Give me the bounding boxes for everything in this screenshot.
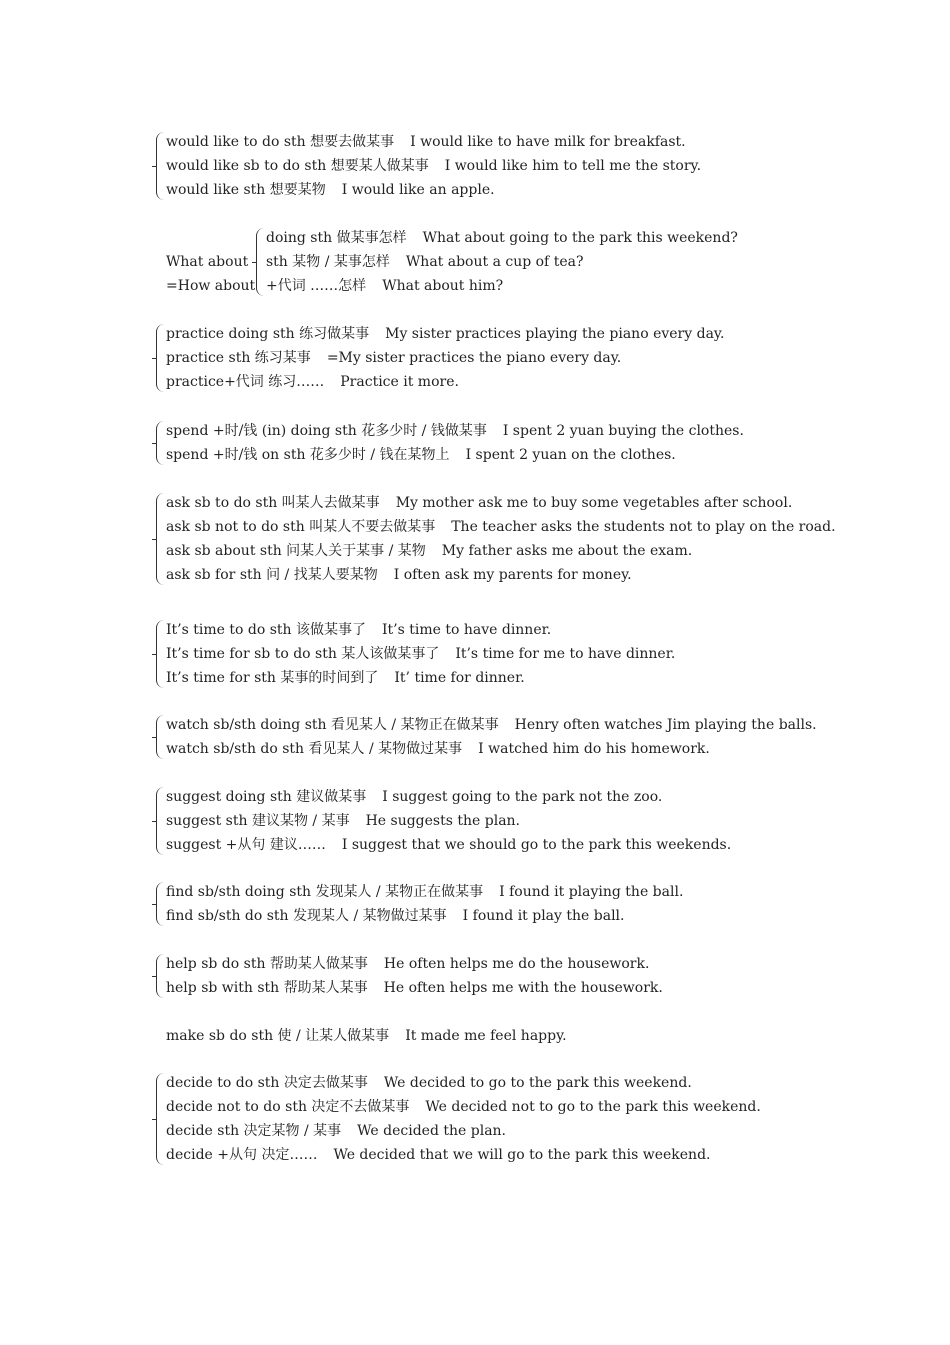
phrase-line (166, 130, 701, 154)
phrase-text: ask sb for sth 问 / 找某人要某物 (166, 567, 378, 583)
phrase-text: spend +时/钱 (in) doing sth 花多少时 / 钱做某事 (166, 423, 487, 439)
phrase-group (160, 1071, 761, 1167)
phrase-text: help sb with sth 帮助某人某事 (166, 980, 368, 996)
example-sentence: We decided that we will go to the park this weekend. (333, 1147, 711, 1163)
curly-brace (156, 620, 165, 688)
phrase-text: decide not to do sth 决定不去做某事 (166, 1099, 410, 1115)
phrase-text: spend +时/钱 on sth 花多少时 / 钱在某物上 (166, 447, 450, 463)
phrase-line (266, 226, 738, 250)
phrase-line (166, 833, 731, 857)
phrase-text: +代词 ……怎样 (266, 278, 367, 294)
phrase-text: sth 某物 / 某事怎样 (266, 254, 390, 270)
example-sentence: I would like him to tell me the story. (444, 158, 702, 174)
example-sentence: I would like to have milk for breakfast. (410, 134, 686, 150)
phrase-text: It’s time to do sth 该做某事了 (166, 622, 366, 638)
example-sentence: I often ask my parents for money. (393, 567, 632, 583)
example-sentence: Practice it more. (340, 374, 459, 390)
phrase-text: practice+代词 练习…… (166, 374, 325, 390)
phrase-line (266, 250, 738, 274)
phrase-line (166, 419, 744, 443)
phrase-text: would like to do sth 想要去做某事 (166, 134, 395, 150)
phrase-line (166, 1143, 761, 1167)
phrase-line (166, 539, 836, 563)
phrase-group (160, 618, 675, 690)
curly-brace (156, 715, 165, 759)
phrase-text: would like sb to do sth 想要某人做某事 (166, 158, 429, 174)
phrase-group (160, 322, 724, 394)
example-sentence: It’s time for me to have dinner. (455, 646, 676, 662)
curly-brace (156, 324, 165, 392)
example-sentence: We decided to go to the park this weekend. (383, 1075, 692, 1091)
phrase-text: watch sb/sth do sth 看见某人 / 某物做过某事 (166, 741, 463, 757)
phrase-text: find sb/sth doing sth 发现某人 / 某物正在做某事 (166, 884, 484, 900)
phrase-text: would like sth 想要某物 (166, 182, 326, 198)
curly-brace (256, 228, 265, 296)
phrase-group (160, 491, 836, 587)
phrase-group (160, 419, 744, 467)
phrase-line (166, 976, 663, 1000)
example-sentence: Henry often watches Jim playing the balls. (514, 717, 817, 733)
lead-label (166, 250, 255, 298)
curly-brace (156, 132, 165, 200)
phrase-line (166, 178, 701, 202)
phrase-group (160, 785, 731, 857)
example-sentence: I found it play the ball. (462, 908, 625, 924)
phrase-line (166, 904, 683, 928)
phrase-line (166, 1024, 567, 1048)
example-sentence: I suggest going to the park not the zoo. (382, 789, 663, 805)
phrase-text: make sb do sth 使 / 让某人做某事 (166, 1028, 390, 1044)
phrase-line (166, 666, 675, 690)
example-sentence: He suggests the plan. (365, 813, 521, 829)
phrase-line (166, 346, 724, 370)
phrase-line (166, 154, 701, 178)
phrase-line (166, 785, 731, 809)
phrase-text: ask sb to do sth 叫某人去做某事 (166, 495, 380, 511)
phrase-line (166, 322, 724, 346)
example-sentence: We decided not to go to the park this weekend. (425, 1099, 761, 1115)
curly-brace (156, 421, 165, 465)
phrase-line (166, 737, 817, 761)
example-sentence: He often helps me do the housework. (383, 956, 650, 972)
phrase-text: find sb/sth do sth 发现某人 / 某物做过某事 (166, 908, 447, 924)
example-sentence: What about going to the park this weekend? (422, 230, 738, 246)
phrase-line (166, 880, 683, 904)
example-sentence: I would like an apple. (341, 182, 495, 198)
example-sentence: I suggest that we should go to the park this weekends. (341, 837, 732, 853)
phrase-text: suggest doing sth 建议做某事 (166, 789, 367, 805)
phrase-text: practice doing sth 练习做某事 (166, 326, 370, 342)
phrase-group (160, 713, 817, 761)
example-sentence: =My sister practices the piano every day. (326, 350, 622, 366)
phrase-line (166, 952, 663, 976)
curly-brace (156, 787, 165, 855)
phrase-group (160, 130, 701, 202)
phrase-line (166, 1119, 761, 1143)
phrase-text: ask sb not to do sth 叫某人不要去做某事 (166, 519, 436, 535)
curly-brace (156, 493, 165, 585)
phrase-text: decide to do sth 决定去做某事 (166, 1075, 368, 1091)
phrase-text: help sb do sth 帮助某人做某事 (166, 956, 368, 972)
lead-text: What about (166, 254, 249, 270)
curly-brace (156, 954, 165, 998)
phrase-text: watch sb/sth doing sth 看见某人 / 某物正在做某事 (166, 717, 499, 733)
lead-text: =How about (166, 278, 256, 294)
phrase-text: practice sth 练习某事 (166, 350, 311, 366)
phrase-line (166, 618, 675, 642)
example-sentence: It made me feel happy. (405, 1028, 567, 1044)
phrase-line (166, 491, 836, 515)
curly-brace (156, 1073, 165, 1165)
phrase-line (166, 370, 724, 394)
phrase-line (166, 1071, 761, 1095)
phrase-line (166, 563, 836, 587)
phrase-text: ask sb about sth 问某人关于某事 / 某物 (166, 543, 426, 559)
phrase-group (160, 226, 738, 298)
phrase-line (166, 809, 731, 833)
example-sentence: I watched him do his homework. (478, 741, 710, 757)
example-sentence: I spent 2 yuan buying the clothes. (502, 423, 744, 439)
example-sentence: What about a cup of tea? (405, 254, 584, 270)
phrase-group (160, 880, 683, 928)
example-sentence: The teacher asks the students not to play on the road. (451, 519, 836, 535)
phrase-text: decide +从句 决定…… (166, 1147, 318, 1163)
phrase-line (266, 274, 738, 298)
phrase-group (160, 952, 663, 1000)
phrase-line (166, 713, 817, 737)
phrase-text: doing sth 做某事怎样 (266, 230, 407, 246)
phrase-line (166, 443, 744, 467)
phrase-line (166, 515, 836, 539)
example-sentence: I spent 2 yuan on the clothes. (465, 447, 676, 463)
phrase-group (160, 1024, 567, 1048)
example-sentence: It’ time for dinner. (394, 670, 525, 686)
phrase-text: It’s time for sth 某事的时间到了 (166, 670, 379, 686)
phrase-line (166, 1095, 761, 1119)
phrase-line (166, 642, 675, 666)
example-sentence: What about him? (382, 278, 504, 294)
example-sentence: My father asks me about the exam. (441, 543, 693, 559)
example-sentence: I found it playing the ball. (499, 884, 684, 900)
curly-brace (156, 882, 165, 926)
phrase-text: decide sth 决定某物 / 某事 (166, 1123, 342, 1139)
example-sentence: We decided the plan. (357, 1123, 507, 1139)
phrase-text: suggest +从句 建议…… (166, 837, 326, 853)
example-sentence: My sister practices playing the piano every day. (385, 326, 725, 342)
phrase-text: It’s time for sb to do sth 某人该做某事了 (166, 646, 440, 662)
example-sentence: It’s time to have dinner. (381, 622, 552, 638)
example-sentence: My mother ask me to buy some vegetables after school. (395, 495, 793, 511)
example-sentence: He often helps me with the housework. (383, 980, 663, 996)
phrase-text: suggest sth 建议某物 / 某事 (166, 813, 350, 829)
